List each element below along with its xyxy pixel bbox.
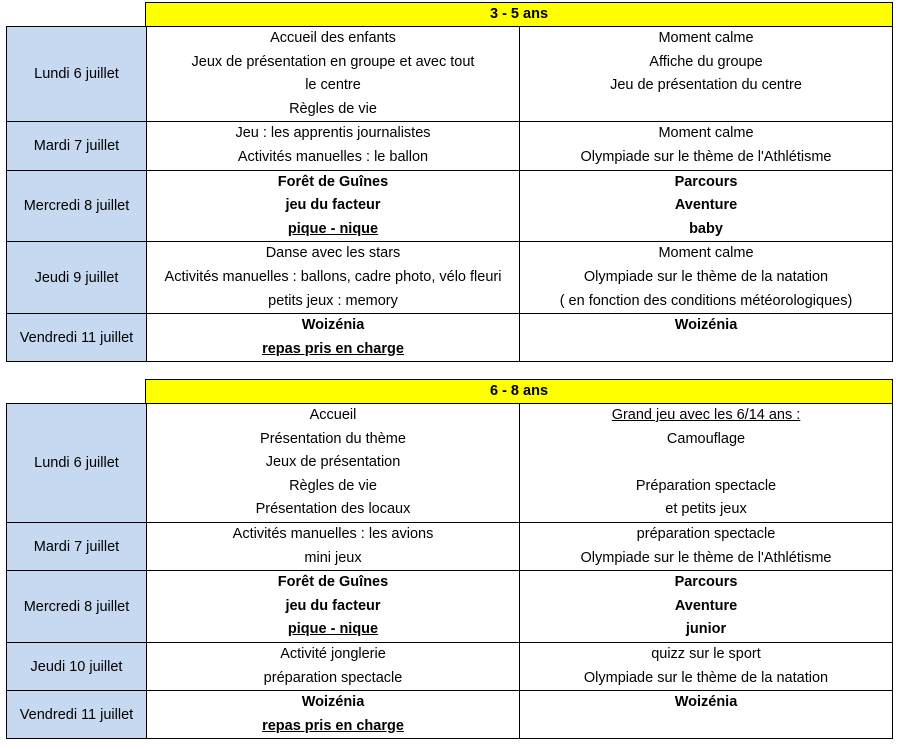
activities-left	[147, 27, 520, 122]
activity-line: Présentation du thème	[260, 430, 406, 447]
schedule-title-row	[6, 379, 893, 403]
activity-line: Aventure	[674, 597, 738, 614]
activity-line: Moment calme	[658, 30, 754, 46]
activity-line: Moment calme	[658, 245, 754, 262]
title-spacer	[6, 2, 145, 26]
activity-line: Olympiade sur le thème de la natation	[583, 669, 829, 686]
activity-line: préparation spectacle	[636, 525, 776, 542]
activities-left	[147, 314, 520, 362]
activity-line	[147, 618, 519, 642]
table-row	[7, 27, 893, 122]
activity-line	[147, 338, 519, 362]
activity-line: le centre	[305, 77, 361, 94]
activity-line: Woizénia	[301, 694, 365, 711]
activity-line: Danse avec les stars	[265, 245, 401, 262]
activity-line: Aventure	[674, 197, 738, 214]
activity-line: Camouflage	[666, 430, 746, 447]
activity-line	[520, 338, 892, 362]
activity-line: Jeu : les apprentis journalistes	[235, 125, 431, 142]
activity-line: Affiche du groupe	[649, 53, 763, 70]
day-cell: Lundi 6 juillet	[7, 27, 147, 122]
activity-line: jeu du facteur	[285, 197, 381, 214]
day-cell: Jeudi 9 juillet	[7, 242, 147, 314]
activity-line	[147, 218, 519, 242]
table-row	[7, 642, 893, 690]
activities-right	[520, 642, 893, 690]
activity-line: Woizénia	[301, 317, 365, 334]
underlined-text: repas pris en charge	[262, 717, 404, 734]
activity-line: Activité jonglerie	[280, 645, 386, 662]
day-cell: Mardi 7 juillet	[7, 522, 147, 570]
underlined-text: repas pris en charge	[262, 340, 404, 357]
schedule-6-8-ans	[6, 379, 893, 739]
underlined-text: pique - nique	[287, 220, 379, 237]
table-row	[7, 242, 893, 314]
activity-line: Préparation spectacle	[635, 477, 777, 494]
activity-line: Jeu de présentation du centre	[610, 77, 802, 94]
day-cell: Vendredi 11 juillet	[7, 314, 147, 362]
table-row	[7, 522, 893, 570]
age-group-title: 3 - 5 ans	[145, 2, 893, 26]
activity-line: Activités manuelles : les avions	[232, 525, 434, 542]
schedule-title-row	[6, 2, 893, 26]
activities-left	[147, 122, 520, 170]
activity-line: Accueil des enfants	[270, 30, 396, 46]
table-row	[7, 314, 893, 362]
day-cell: Mercredi 8 juillet	[7, 170, 147, 242]
activities-right	[520, 242, 893, 314]
activity-line	[520, 715, 892, 739]
table-row	[7, 404, 893, 523]
activity-line: Olympiade sur le thème de la natation	[583, 268, 829, 285]
activity-line: Présentation des locaux	[255, 501, 411, 518]
activity-line: Jeux de présentation en groupe et avec tout	[191, 53, 475, 70]
day-cell: Vendredi 11 juillet	[7, 691, 147, 739]
activity-line: Forêt de Guînes	[277, 173, 389, 190]
schedule-3-5-ans	[6, 2, 893, 362]
activity-line: Accueil	[309, 407, 357, 423]
table-row	[7, 691, 893, 739]
activities-left	[147, 170, 520, 242]
activity-line: Olympiade sur le thème de l'Athlétisme	[580, 549, 832, 566]
activity-line: Jeux de présentation	[265, 454, 401, 471]
activity-line: Woizénia	[674, 694, 738, 711]
title-spacer	[6, 379, 145, 403]
activity-line: Règles de vie	[289, 100, 377, 117]
activity-line: Woizénia	[674, 317, 738, 334]
underlined-text: pique - nique	[287, 621, 379, 638]
day-cell: Mercredi 8 juillet	[7, 571, 147, 643]
table-row	[7, 170, 893, 242]
activity-line: junior	[685, 621, 727, 638]
day-cell: Jeudi 10 juillet	[7, 642, 147, 690]
activity-line: Parcours	[674, 574, 738, 591]
activities-right	[520, 122, 893, 170]
schedule-table	[6, 26, 893, 362]
activity-line: et petits jeux	[665, 501, 747, 518]
activity-line	[147, 715, 519, 739]
activity-line: ( en fonction des conditions météorologiques)	[559, 292, 853, 309]
activities-right	[520, 522, 893, 570]
activity-line: Forêt de Guînes	[277, 574, 389, 591]
activity-line: jeu du facteur	[285, 597, 381, 614]
activity-line	[520, 451, 892, 475]
activities-right	[520, 404, 893, 523]
activities-right	[520, 314, 893, 362]
activity-line	[520, 404, 892, 428]
activity-line: Parcours	[674, 173, 738, 190]
activities-left	[147, 522, 520, 570]
underlined-text: Grand jeu avec les 6/14 ans :	[611, 407, 801, 423]
activities-left	[147, 404, 520, 523]
activities-right	[520, 691, 893, 739]
activities-left	[147, 691, 520, 739]
activities-right	[520, 571, 893, 643]
activities-left	[147, 642, 520, 690]
age-group-title: 6 - 8 ans	[145, 379, 893, 403]
activities-right	[520, 27, 893, 122]
activity-line: Activités manuelles : ballons, cadre photo, vélo fleuri	[164, 268, 502, 285]
activities-left	[147, 571, 520, 643]
activity-line: Règles de vie	[289, 477, 377, 494]
activity-line: mini jeux	[304, 549, 362, 566]
table-row	[7, 571, 893, 643]
day-cell: Mardi 7 juillet	[7, 122, 147, 170]
activities-left	[147, 242, 520, 314]
activity-line: petits jeux : memory	[268, 292, 398, 309]
activity-line: préparation spectacle	[263, 669, 403, 686]
activities-right	[520, 170, 893, 242]
activity-line	[520, 98, 892, 122]
activity-line: Activités manuelles : le ballon	[237, 148, 429, 165]
activity-line: quizz sur le sport	[651, 645, 761, 662]
schedule-table	[6, 403, 893, 739]
activity-line: Olympiade sur le thème de l'Athlétisme	[580, 148, 832, 165]
activity-line: Moment calme	[658, 125, 754, 142]
activity-line: baby	[689, 220, 723, 237]
table-row	[7, 122, 893, 170]
day-cell: Lundi 6 juillet	[7, 404, 147, 523]
